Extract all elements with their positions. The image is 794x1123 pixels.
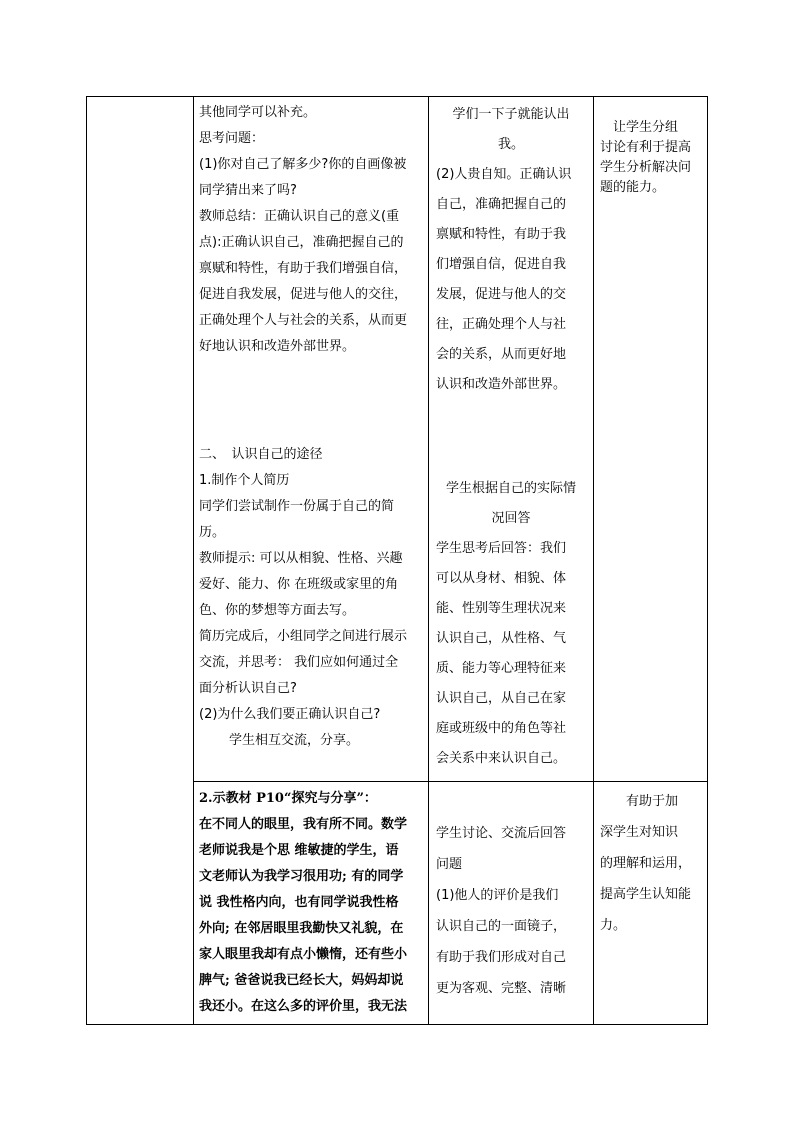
text-line: 讨论有利于提高: [600, 140, 692, 155]
table-bottom-border: [86, 1024, 708, 1025]
text-line: 学生分析解决问: [600, 160, 692, 175]
column-border-2: [193, 96, 194, 1025]
text-line: 其他同学可以补充。: [199, 105, 317, 120]
text-line: 更为客观、完整、清晰: [436, 981, 567, 996]
section-heading: 2.示教材 P10“探究与分享”：: [199, 791, 377, 806]
text-line: 认识和改造外部世界。: [436, 377, 567, 392]
text-line: 学生讨论、交流后回答: [436, 826, 567, 841]
text-line: 发展，促进与他人的交: [436, 287, 567, 302]
text-line: (2)为什么我们要正确认识自己?: [199, 707, 381, 722]
text-line: 深学生对知识: [600, 825, 679, 840]
text-line: 教师提示: 可以从相貌、性格、兴趣: [199, 551, 403, 566]
text-line: 会关系中来认识自己。: [436, 751, 567, 766]
text-line: 认识自己，从性格、气: [436, 631, 567, 646]
text-line: 脾气; 爸爸说我已经长大，妈妈却说: [199, 973, 404, 988]
text-line: 点):正确认识自己，准确把握自己的: [199, 235, 404, 250]
teacher-activity-block-1: [199, 100, 424, 360]
text-line: 外向; 在邻居眼里我勤快又礼貌，在: [199, 921, 404, 936]
text-line: 禀赋和特性，有助于我: [436, 227, 567, 242]
text-line: 让学生分组: [600, 120, 679, 135]
text-line: 1.制作个人简历: [199, 473, 290, 488]
student-activity-block-1: [436, 100, 586, 400]
text-line: (1)你对自己了解多少?你的自画像被: [199, 157, 407, 172]
text-line: 在不同人的眼里，我有所不同。数学: [199, 817, 408, 832]
text-line: 同学猜出来了吗?: [199, 183, 297, 198]
text-line: 说 我性格内向，也有同学说我性格: [199, 895, 399, 910]
text-line: 促进自我发展，促进与他人的交往，: [199, 287, 408, 302]
text-line: 质、能力等心理特征来: [436, 661, 567, 676]
table-top-border: [86, 96, 708, 97]
text-line: 同学们尝试制作一份属于自己的简: [199, 499, 395, 514]
design-intent-block-2: [600, 786, 704, 941]
text-line: (2)人贵自知。正确认识: [436, 167, 572, 182]
text-line: 禀赋和特性，有助于我们增强自信，: [199, 261, 408, 276]
design-intent-block-1: [600, 118, 704, 198]
text-line: 好地认识和改造外部世界。: [199, 339, 356, 354]
text-line: 历。: [199, 525, 226, 540]
text-line: 交流，并思考： 我们应如何通过全: [199, 655, 399, 670]
text-line: 可以从身材、相貌、体: [436, 571, 567, 586]
text-line: (1)他人的评价是我们: [436, 888, 559, 903]
text-line: 庭或班级中的角色等社: [436, 721, 567, 736]
text-line: 色、你的梦想等方面去写。: [199, 603, 356, 618]
text-line: 简历完成后，小组同学之间进行展示: [199, 629, 408, 644]
text-line: 有助于我们形成对自己: [436, 950, 567, 965]
section-heading: 二、 认识自己的途径: [199, 447, 323, 462]
text-line: 能、性别等生理状况来: [436, 601, 567, 616]
row-divider: [193, 781, 708, 782]
text-line: 况回答: [491, 511, 531, 526]
teacher-activity-block-3: [199, 786, 424, 1020]
text-line: 自己，准确把握自己的: [436, 197, 567, 212]
column-border-3: [428, 96, 429, 1025]
teacher-activity-block-2: [199, 442, 424, 754]
text-line: 认识自己，从自己在家: [436, 691, 567, 706]
text-line: 我。: [497, 137, 524, 152]
text-line: 们增强自信，促进自我: [436, 257, 567, 272]
text-line: 往，正确处理个人与社: [436, 317, 567, 332]
text-line: 认识自己的一面镜子，: [436, 919, 567, 934]
text-line: 学生根据自己的实际情: [445, 481, 576, 496]
text-line: 教师总结：正确认识自己的意义(重: [199, 209, 400, 224]
text-line: 学生思考后回答：我们: [436, 541, 567, 556]
text-line: 题的能力。: [600, 180, 666, 195]
column-border-4: [593, 96, 594, 1025]
text-line: 的理解和运用，: [600, 856, 692, 871]
text-line: 提高学生认知能: [600, 887, 692, 902]
student-activity-block-3: [436, 818, 586, 1004]
text-line: 爱好、能力、你 在班级或家里的角: [199, 577, 399, 592]
text-line: 老师说我是个思 维敏捷的学生，语: [199, 843, 399, 858]
text-line: 有助于加: [600, 794, 679, 809]
student-activity-block-2: [436, 474, 586, 774]
text-line: 家人眼里我却有点小懒惰，还有些小: [199, 947, 408, 962]
text-line: 面分析认识自己?: [199, 681, 297, 696]
text-line: 学们一下子就能认出: [452, 107, 570, 122]
column-border-5: [707, 96, 708, 1025]
column-border-1: [86, 96, 87, 1025]
text-line: 问题: [436, 857, 463, 872]
text-line: 思考问题：: [199, 131, 265, 146]
text-line: 文老师认为我学习很用功; 有的同学: [199, 869, 404, 884]
text-line: 学生相互交流，分享。: [229, 733, 360, 748]
text-line: 力。: [600, 918, 627, 933]
text-line: 会的关系，从而更好地: [436, 347, 567, 362]
text-line: 我还小。在这么多的评价里，我无法: [199, 999, 408, 1014]
text-line: 正确处理个人与社会的关系，从而更: [199, 313, 408, 328]
